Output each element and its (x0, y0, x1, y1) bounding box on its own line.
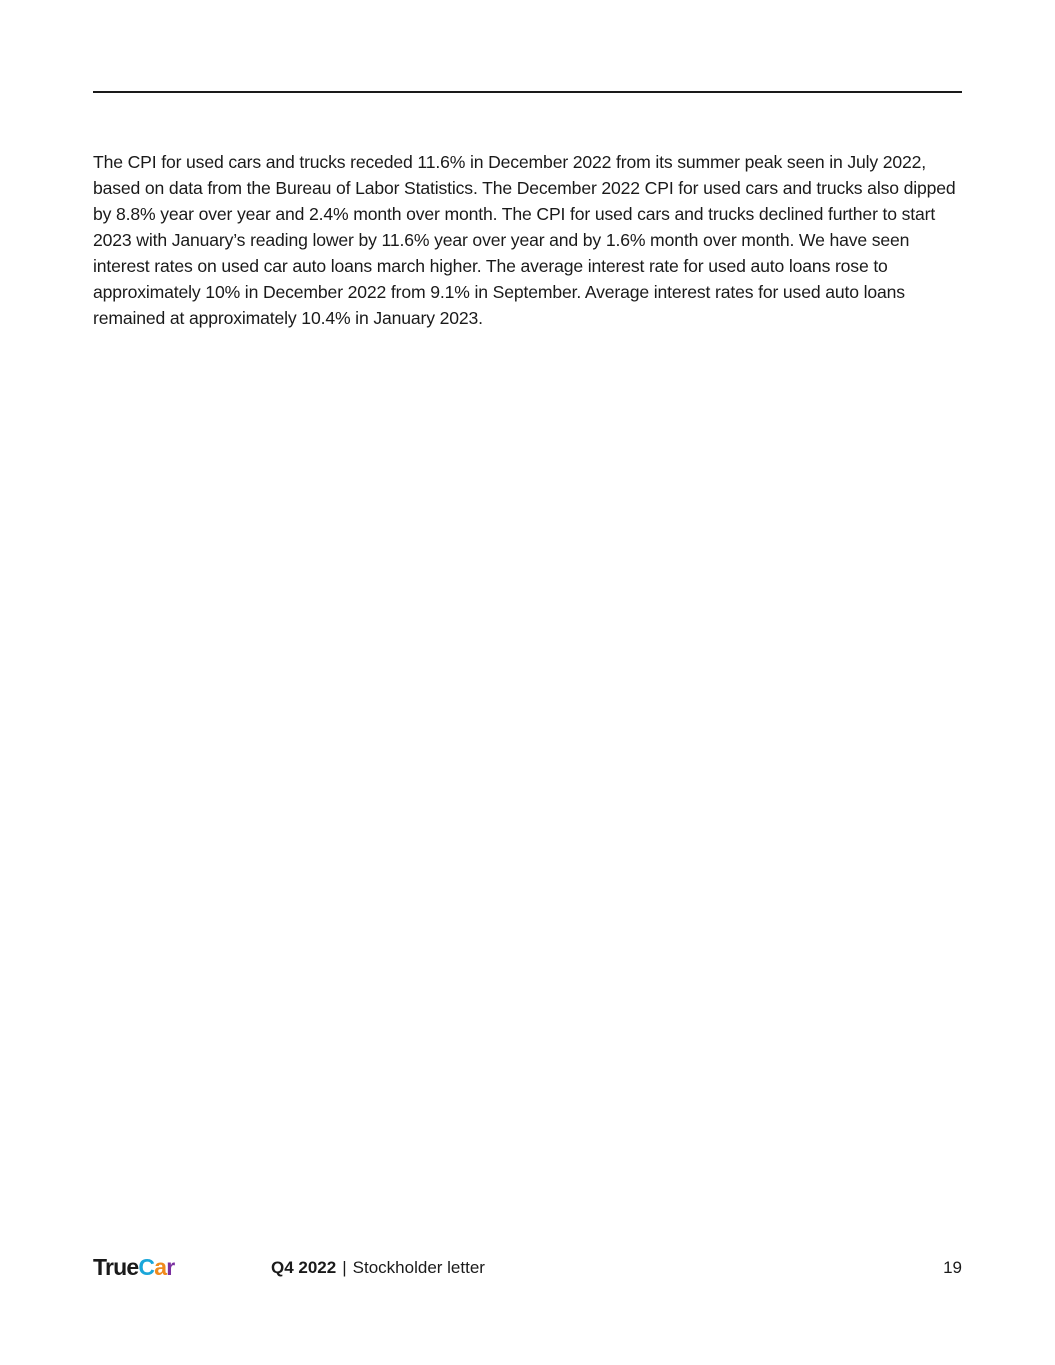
truecar-logo (93, 1254, 174, 1280)
page-footer (0, 1254, 1055, 1282)
document-title: Stockholder letter (352, 1258, 485, 1277)
body-paragraph: The CPI for used cars and trucks receded 11.6% in December 2022 from its summer peak seen in July 2022, based on data from the Bureau of Labor Statistics. The December 2022 CPI for used cars and trucks also dipped by 8.8% year over year and 2.4% month over month. The CPI for used cars and trucks declined further to start 2023 with January’s reading lower by 11.6% year over year and by 1.6% month over month. We have seen interest rates on used car auto loans march higher. The average interest rate for used auto loans rose to approximately 10% in December 2022 from 9.1% in September. Average interest rates for used auto loans remained at approximately 10.4% in January 2023. (93, 152, 956, 328)
page-number: 19 (943, 1258, 962, 1277)
logo-text-true: True (93, 1254, 139, 1280)
label-separator: | (342, 1258, 347, 1277)
logo-letter-r: r (166, 1254, 175, 1280)
document-label (271, 1256, 485, 1280)
header-divider (93, 91, 962, 93)
report-period: Q4 2022 (271, 1258, 337, 1277)
logo-letter-c: C (138, 1254, 155, 1280)
logo-letter-a: a (154, 1254, 167, 1280)
